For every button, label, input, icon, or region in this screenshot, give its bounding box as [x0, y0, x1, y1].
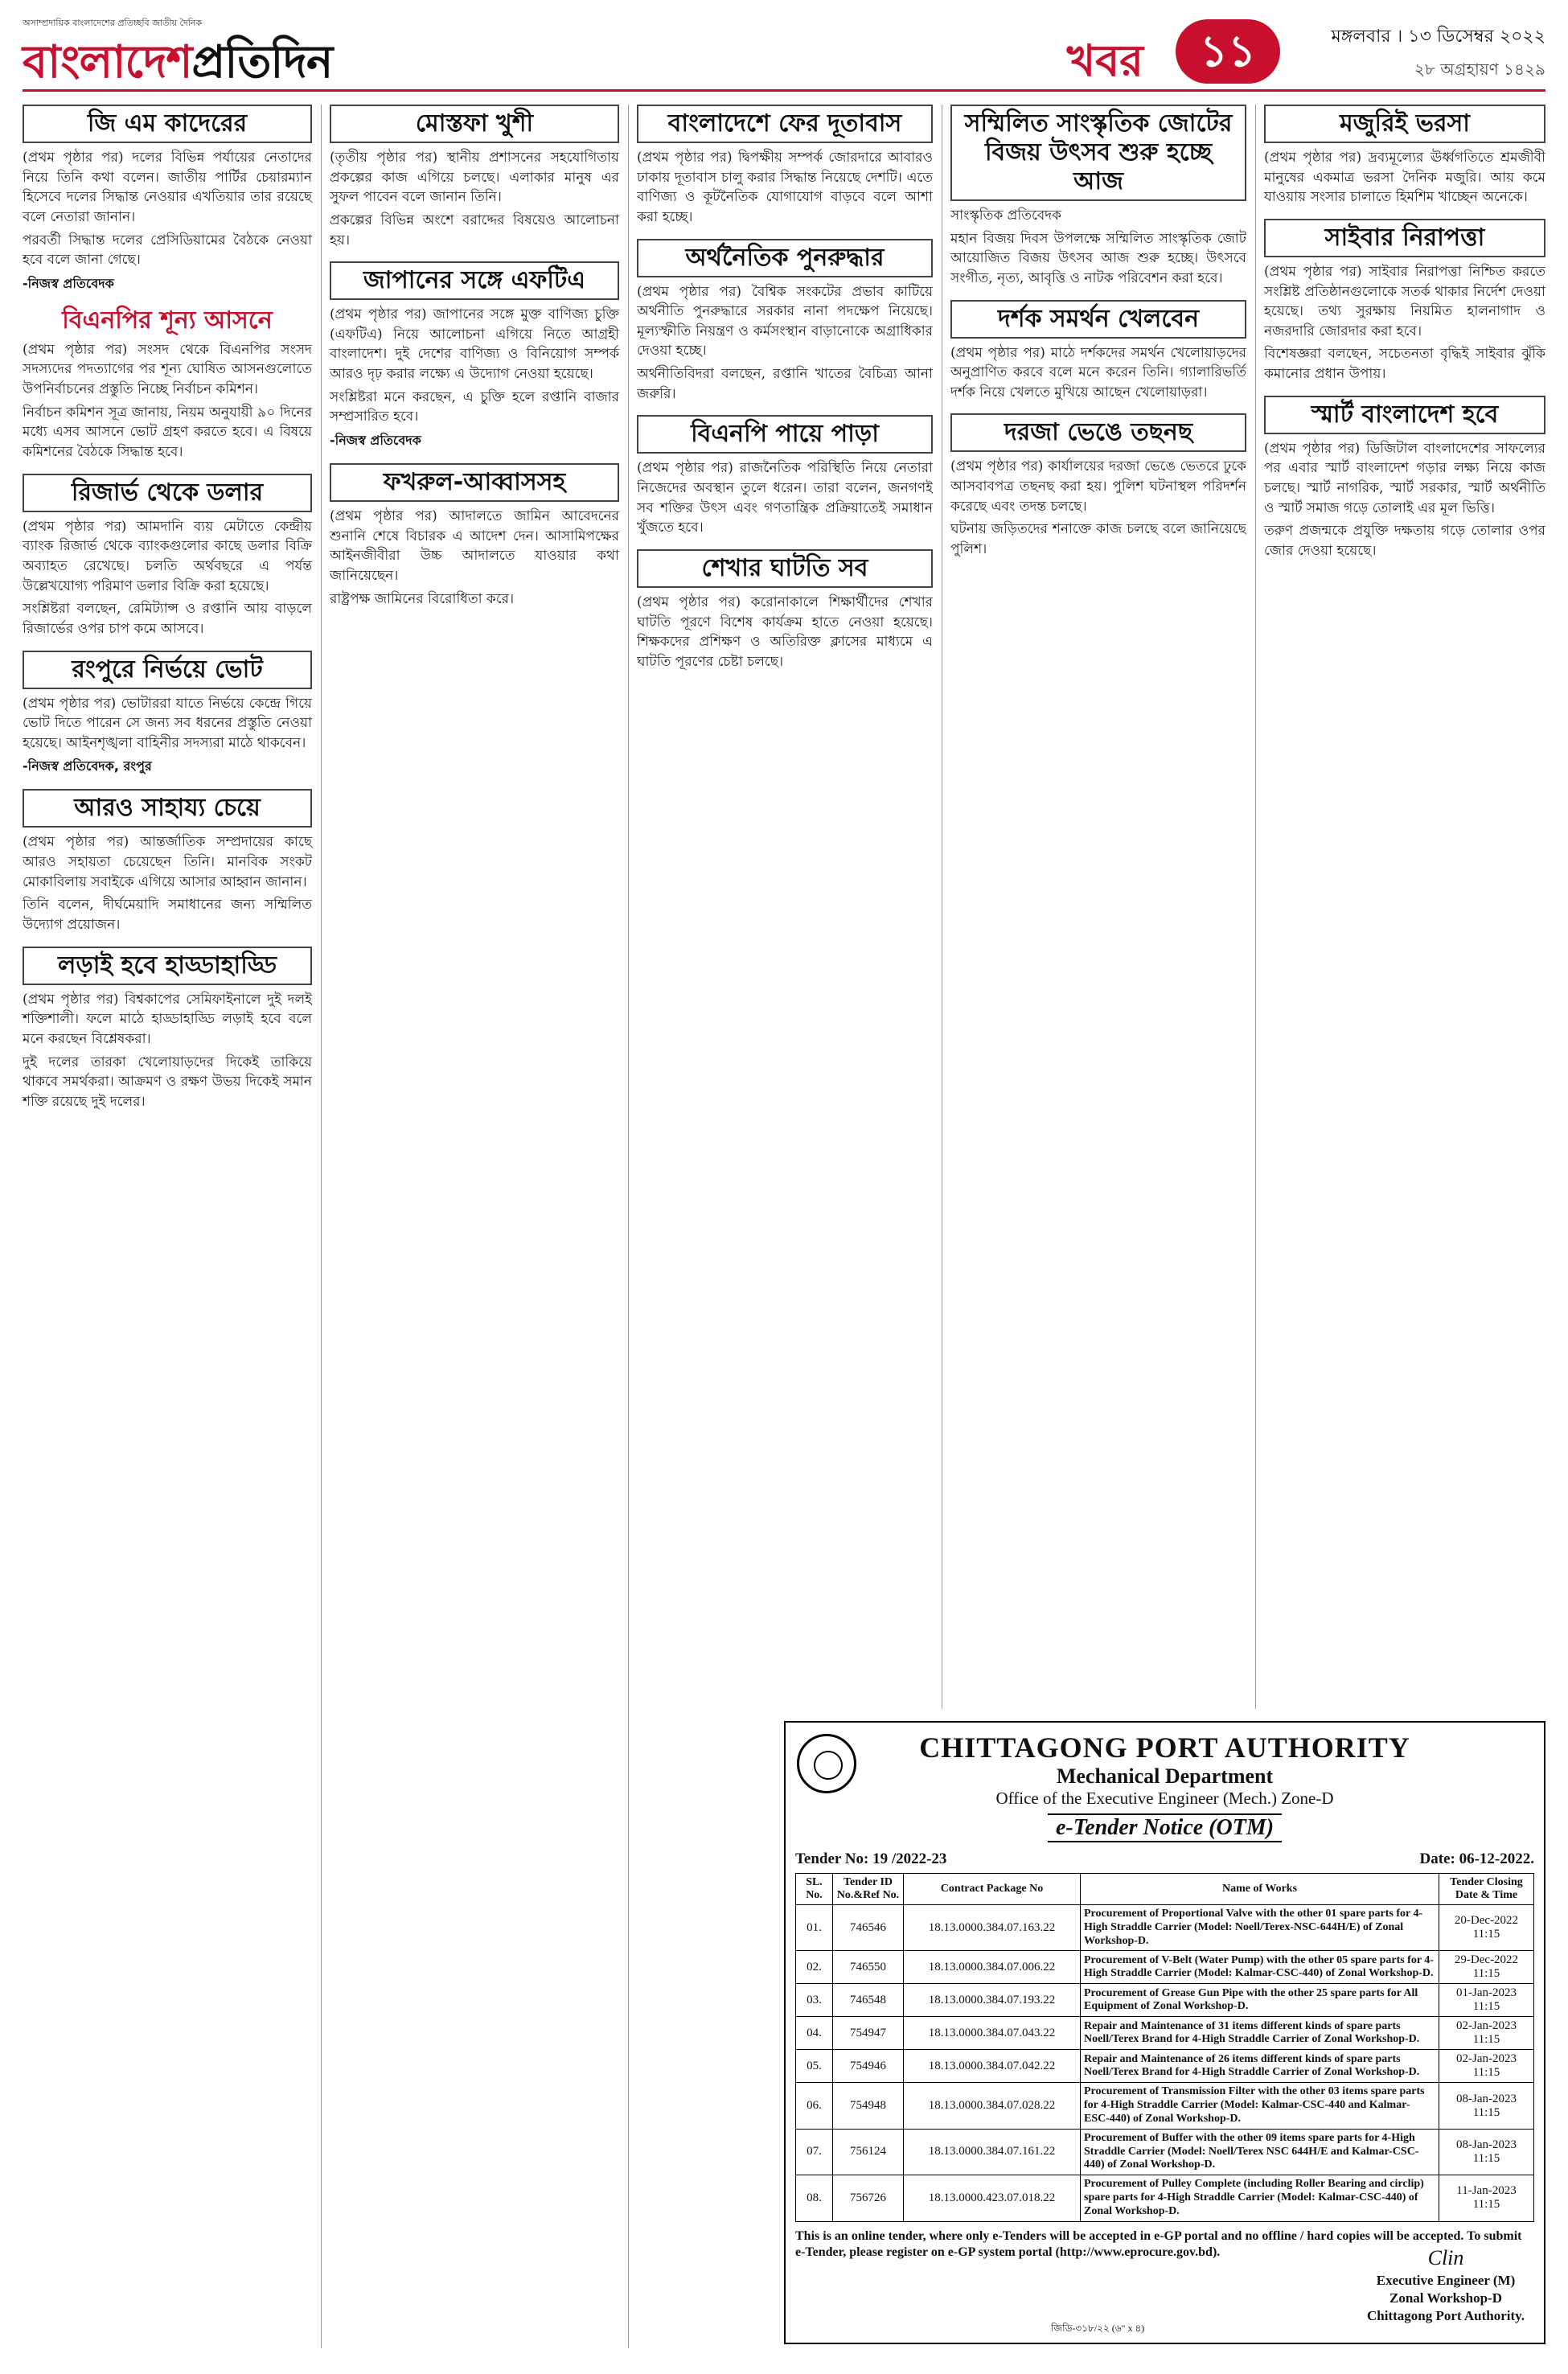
- cell-work: Procurement of V-Belt (Water Pump) with the other 05 spare parts for 4-High Straddle Carrier (Model: Kalmar-CSC-440) of Zonal Workshop-D.: [1081, 1951, 1439, 1984]
- article: [1264, 105, 1545, 207]
- th-package: Contract Package No: [904, 1874, 1081, 1905]
- cell-close: 02-Jan-2023 11:15: [1439, 2050, 1534, 2083]
- table-row: [796, 2050, 1534, 2083]
- th-sl: SL. No.: [796, 1874, 833, 1905]
- article-paragraph: রাষ্ট্রপক্ষ জামিনের বিরোধিতা করে।: [330, 590, 515, 607]
- cell-sl: 04.: [796, 2017, 833, 2050]
- article-paragraph: তরুণ প্রজন্মকে প্রযুক্তি দক্ষতায় গড়ে তোলার ওপর জোর দেওয়া হয়েছে।: [1264, 523, 1545, 559]
- article: [330, 261, 619, 452]
- table-row: [796, 2129, 1534, 2175]
- cell-close: 08-Jan-2023 11:15: [1439, 2129, 1534, 2175]
- cell-id: 756124: [833, 2129, 904, 2175]
- date-bengali: ২৮ অগ্রহায়ণ ১৪২৯: [1414, 60, 1545, 79]
- column-3: [637, 105, 933, 1713]
- cell-sl: 05.: [796, 2050, 833, 2083]
- article: [23, 947, 312, 1112]
- article: [23, 789, 312, 934]
- newspaper-logo[interactable]: [23, 27, 332, 103]
- cell-close: 29-Dec-2022 11:15: [1439, 1951, 1534, 1984]
- article: [637, 415, 933, 538]
- tender-notice: [784, 1721, 1545, 2344]
- article-headline[interactable]: মোস্তফা খুশী: [330, 105, 619, 143]
- article-paragraph: বিশেষজ্ঞরা বলছেন, সচেতনতা বৃদ্ধিই সাইবার ঝুঁকি কমানোর প্রধান উপায়।: [1264, 346, 1545, 383]
- article-paragraph: (প্রথম পৃষ্ঠার পর) বিশ্বকাপের সেমিফাইনালে দুই দলই শক্তিশালী। ফলে মাঠে হাড্ডাহাড্ডি লড়াই হবে বলে মনে করছেন বিশ্লেষকরা।: [23, 991, 312, 1047]
- article-paragraph: (প্রথম পৃষ্ঠার পর) কার্যালয়ের দরজা ভেঙে ভেতরে ঢুকে আসবাবপত্র তছনছ করা হয়। পুলিশ ঘটনাস্থল পরিদর্শন করেছে এবং তদন্ত চলছে।: [950, 458, 1246, 515]
- article-paragraph: (প্রথম পৃষ্ঠার পর) সাইবার নিরাপত্তা নিশ্চিত করতে সংশ্লিষ্ট প্রতিষ্ঠানগুলোকে সতর্ক থাকার নির্দেশ দেওয়া হয়েছে। তথ্য সুরক্ষায় নিয়মিত হালনাগাদ ও নজরদারি জোরদার করা হবে।: [1264, 263, 1545, 339]
- ad-reference: জিডি-৩১৮/২২ (৬" x ৪): [1051, 2323, 1145, 2334]
- article-headline[interactable]: ফখরুল-আব্বাসসহ: [330, 463, 619, 502]
- article-paragraph: (প্রথম পৃষ্ঠার পর) মাঠে দর্শকদের সমর্থন খেলোয়াড়দের অনুপ্রাণিত করবে বলে মনে করেন তিনি। গ্যালারিভর্তি দর্শক নিয়ে খেলতে মুখিয়ে আছেন খেলোয়াড়রা।: [950, 344, 1246, 400]
- column-4: [950, 105, 1246, 1713]
- article: [950, 413, 1246, 559]
- article: [950, 300, 1246, 403]
- article: [23, 474, 312, 639]
- cell-id: 746546: [833, 1905, 904, 1951]
- article-paragraph: (প্রথম পৃষ্ঠার পর) আন্তর্জাতিক সম্প্রদায়ের কাছে আরও সহায়তা চেয়েছেন তিনি। মানবিক সংকট মোকাবিলায় সবাইকে এগিয়ে আসার আহ্বান জানান।: [23, 834, 312, 890]
- tender-table: [795, 1873, 1534, 2222]
- table-row: [796, 1905, 1534, 1951]
- column-1: [23, 105, 312, 1123]
- tender-office: Office of the Executive Engineer (Mech.) Zone-D: [995, 1789, 1334, 1808]
- article-paragraph: (প্রথম পৃষ্ঠার পর) বৈশ্বিক সংকটের প্রভাব কাটিয়ে অর্থনীতি পুনরুদ্ধারে সরকার নানা পদক্ষেপ নিয়েছে। মূল্যস্ফীতি নিয়ন্ত্রণ ও কর্মসংস্থান বাড়ানোকে অগ্রাধিকার দেওয়া হচ্ছে।: [637, 283, 933, 359]
- article-paragraph: (তৃতীয় পৃষ্ঠার পর) স্থানীয় প্রশাসনের সহযোগিতায় প্রকল্পের কাজ এগিয়ে চলছে। এলাকার মানুষ এর সুফল পাবেন বলে জানান তিনি।: [330, 150, 619, 206]
- sign-office: Zonal Workshop-D: [1389, 2290, 1502, 2306]
- article: [637, 549, 933, 672]
- masthead-tagline: অসাম্প্রদায়িক বাংলাদেশের প্রতিচ্ছবি জাতীয় দৈনিক: [23, 18, 203, 28]
- article-paragraph: (প্রথম পৃষ্ঠার পর) দ্বিপক্ষীয় সম্পর্ক জোরদারে আবারও ঢাকায় দূতাবাস চালু করার সিদ্ধান্ত নিয়েছে দেশটি। এতে বাণিজ্য ও কূটনৈতিক যোগাযোগ বাড়বে বলে আশা করা হচ্ছে।: [637, 150, 933, 225]
- article: [330, 105, 619, 250]
- cell-work: Procurement of Grease Gun Pipe with the other 25 spare parts for All Equipment of Zonal Workshop-D.: [1081, 1984, 1439, 2017]
- section-name: খবর: [1066, 35, 1143, 86]
- logo-part1: বাংলাদেশ: [23, 36, 192, 88]
- article-headline[interactable]: দর্শক সমর্থন খেলবেন: [950, 300, 1246, 339]
- article-headline[interactable]: লড়াই হবে হাড্ডাহাড্ডি: [23, 947, 312, 985]
- th-closing: Tender Closing Date & Time: [1439, 1874, 1534, 1905]
- cell-work: Procurement of Buffer with the other 09 items spare parts for 4-High Straddle Carrier (Model: Noell/Terex NSC 644H/E and Kalmar-CSC-440) of Zonal Workshop-D.: [1081, 2129, 1439, 2175]
- cell-work: Repair and Maintenance of 31 items different kinds of spare parts Noell/Terex Brand for 4-High Straddle Carrier of Zonal Workshop-D.: [1081, 2017, 1439, 2050]
- cell-id: 746550: [833, 1951, 904, 1984]
- article-headline[interactable]: সাইবার নিরাপত্তা: [1264, 219, 1545, 257]
- article-headline[interactable]: শেখার ঘাটতি সব: [637, 549, 933, 588]
- article-headline[interactable]: স্মার্ট বাংলাদেশ হবে: [1264, 396, 1545, 434]
- article-paragraph: পরবর্তী সিদ্ধান্ত দলের প্রেসিডিয়ামের বৈঠকে নেওয়া হবে বলে জানা গেছে।: [23, 232, 312, 269]
- cell-close: 02-Jan-2023 11:15: [1439, 2017, 1534, 2050]
- article-paragraph: অর্থনীতিবিদরা বলছেন, রপ্তানি খাতের বৈচিত্র্য আনা জরুরি।: [637, 366, 933, 402]
- cell-pkg: 18.13.0000.384.07.043.22: [904, 2017, 1081, 2050]
- port-authority-seal-icon: [797, 1734, 856, 1793]
- tender-notice-title: e-Tender Notice (OTM): [1048, 1813, 1282, 1842]
- cell-pkg: 18.13.0000.423.07.018.22: [904, 2175, 1081, 2221]
- article: [1264, 219, 1545, 384]
- cell-work: Repair and Maintenance of 26 items different kinds of spare parts Noell/Terex Brand for 4-High Straddle Carrier of Zonal Workshop-D.: [1081, 2050, 1439, 2083]
- article-paragraph: দুই দলের তারকা খেলোয়াড়দের দিকেই তাকিয়ে থাকবে সমর্থকরা। আক্রমণ ও রক্ষণ উভয় দিকেই সমান শক্তি রয়েছে দুই দলের।: [23, 1054, 312, 1110]
- cell-pkg: 18.13.0000.384.07.163.22: [904, 1905, 1081, 1951]
- article-paragraph: সংশ্লিষ্টরা বলছেন, রেমিট্যান্স ও রপ্তানি আয় বাড়লে রিজার্ভের ওপর চাপ কমে আসবে।: [23, 601, 312, 637]
- logo-part2: প্রতিদিন: [191, 36, 333, 88]
- article-paragraph: (প্রথম পৃষ্ঠার পর) সংসদ থেকে বিএনপির সংসদ সদস্যদের পদত্যাগের পর শূন্য ঘোষিত আসনগুলোতে উপনির্বাচনের প্রস্তুতি নিচ্ছে নির্বাচন কমিশন।: [23, 341, 312, 398]
- article-paragraph: তিনি বলেন, দীর্ঘমেয়াদি সমাধানের জন্য সম্মিলিত উদ্যোগ প্রয়োজন।: [23, 897, 312, 934]
- article-paragraph: (প্রথম পৃষ্ঠার পর) ডিজিটাল বাংলাদেশের সাফল্যের পর এবার স্মার্ট বাংলাদেশ গড়ার লক্ষ্য নিয়ে কাজ চলছে। স্মার্ট নাগরিক, স্মার্ট সরকার, স্মার্ট অর্থনীতি ও স্মার্ট সমাজ গড়ে তোলাই এর মূল ভিত্তি।: [1264, 440, 1545, 516]
- cell-id: 754948: [833, 2083, 904, 2129]
- date-gregorian: মঙ্গলবার । ১৩ ডিসেম্বর ২০২২: [1331, 27, 1545, 47]
- cell-sl: 01.: [796, 1905, 833, 1951]
- article: [23, 105, 312, 295]
- article-headline[interactable]: বিএনপি পায়ে পাড়া: [637, 415, 933, 454]
- th-tender-id: Tender ID No.&Ref No.: [833, 1874, 904, 1905]
- article: [950, 105, 1246, 289]
- article: [23, 651, 312, 778]
- article-paragraph: (প্রথম পৃষ্ঠার পর) রাজনৈতিক পরিস্থিতি নিয়ে নেতারা নিজেদের অবস্থান তুলে ধরেন। তারা বলেন, জনগণই সব শক্তির উৎস এবং গণতান্ত্রিক প্রক্রিয়াতেই সমাধান খুঁজতে হবে।: [637, 460, 933, 536]
- table-row: [796, 1984, 1534, 2017]
- cell-sl: 03.: [796, 1984, 833, 2017]
- article-headline[interactable]: বিএনপির শূন্য আসনে: [62, 306, 273, 335]
- tender-date: Date: 06-12-2022.: [1419, 1850, 1534, 1867]
- cell-work: Procurement of Transmission Filter with the other 03 items spare parts for 4-High Straddle Carrier (Model: Kalmar-CSC-440 and Kalmar-ESC-440) of Zonal Workshop-D.: [1081, 2083, 1439, 2129]
- article-paragraph: মহান বিজয় দিবস উপলক্ষে সম্মিলিত সাংস্কৃতিক জোট আয়োজিত বিজয় উৎসব আজ শুরু হচ্ছে। উৎসবে সংগীত, নৃত্য, আবৃত্তি ও নাটক পরিবেশন করা হবে।: [950, 230, 1246, 286]
- cell-pkg: 18.13.0000.384.07.028.22: [904, 2083, 1081, 2129]
- article-byline: -নিজস্ব প্রতিবেদক: [330, 433, 421, 449]
- article: [23, 306, 312, 462]
- article-byline: -নিজস্ব প্রতিবেদক: [23, 275, 114, 291]
- table-row: [796, 2083, 1534, 2129]
- article-paragraph: প্রকল্পের বিভিন্ন অংশে বরাদ্দের বিষয়েও আলোচনা হয়।: [330, 212, 619, 248]
- column-2: [330, 105, 619, 620]
- cell-pkg: 18.13.0000.384.07.161.22: [904, 2129, 1081, 2175]
- article-paragraph: নির্বাচন কমিশন সূত্র জানায়, নিয়ম অনুযায়ী ৯০ দিনের মধ্যে এসব আসনে ভোট গ্রহণ করতে হবে। এ বিষয়ে কমিশনের বৈঠকে সিদ্ধান্ত হবে।: [23, 404, 312, 461]
- table-row: [796, 1951, 1534, 1984]
- table-row: [796, 2017, 1534, 2050]
- page-number-badge: ১১: [1176, 19, 1280, 84]
- table-row: [796, 2175, 1534, 2221]
- cell-pkg: 18.13.0000.384.07.193.22: [904, 1984, 1081, 2017]
- article-paragraph: সাংস্কৃতিক প্রতিবেদক: [950, 207, 1062, 224]
- column-5: [1264, 105, 1545, 1713]
- th-work-name: Name of Works: [1081, 1874, 1439, 1905]
- cell-close: 11-Jan-2023 11:15: [1439, 2175, 1534, 2221]
- article-headline[interactable]: রিজার্ভ থেকে ডলার: [23, 474, 312, 512]
- article-headline[interactable]: অর্থনৈতিক পুনরুদ্ধার: [637, 239, 933, 277]
- masthead: [23, 11, 1545, 92]
- article-paragraph: (প্রথম পৃষ্ঠার পর) জাপানের সঙ্গে মুক্ত বাণিজ্য চুক্তি (এফটিএ) নিয়ে আলোচনা এগিয়ে নিতে আগ্রহী বাংলাদেশ। দুই দেশের বাণিজ্য ও বিনিয়োগ সম্পর্ক আরও দৃঢ় করার লক্ষ্যে এ উদ্যোগ নেওয়া হয়েছে।: [330, 306, 619, 383]
- article: [637, 239, 933, 405]
- cell-close: 20-Dec-2022 11:15: [1439, 1905, 1534, 1951]
- tender-note: This is an online tender, where only e-Tenders will be accepted in e-GP portal and no offline / hard copies will be accepted. To submit e-Tender, please register on e-GP system portal (http://www.eprocure.gov.bd).: [795, 2228, 1522, 2260]
- article-headline[interactable]: জি এম কাদেরের: [23, 105, 312, 143]
- cell-sl: 07.: [796, 2129, 833, 2175]
- article: [1264, 396, 1545, 561]
- cell-sl: 08.: [796, 2175, 833, 2221]
- tender-organization: CHITTAGONG PORT AUTHORITY: [919, 1731, 1410, 1764]
- article-headline[interactable]: রংপুরে নির্ভয়ে ভোট: [23, 651, 312, 689]
- cell-id: 756726: [833, 2175, 904, 2221]
- article-paragraph: (প্রথম পৃষ্ঠার পর) দলের বিভিন্ন পর্যায়ের নেতাদের নিয়ে তিনি কথা বলেন। জাতীয় পার্টির চেয়ারম্যান হিসেবে দলের সিদ্ধান্ত নেওয়ার এখতিয়ার তার রয়েছে বলে নেতারা জানান।: [23, 150, 312, 225]
- cell-close: 01-Jan-2023 11:15: [1439, 1984, 1534, 2017]
- cell-close: 08-Jan-2023 11:15: [1439, 2083, 1534, 2129]
- article-headline[interactable]: সম্মিলিত সাংস্কৃতিক জোটের বিজয় উৎসব শুরু হচ্ছে আজ: [950, 105, 1246, 201]
- article-byline: -নিজস্ব প্রতিবেদক, রংপুর: [23, 758, 152, 774]
- article-paragraph: (প্রথম পৃষ্ঠার পর) দ্রব্যমূল্যের ঊর্ধ্বগতিতে শ্রমজীবী মানুষের একমাত্র ভরসা দৈনিক মজুরি। আয় কমে যাওয়ায় সংসার চালাতে হিমশিম খাচ্ছেন অনেকে।: [1264, 150, 1545, 206]
- cell-sl: 06.: [796, 2083, 833, 2129]
- sign-org: Chittagong Port Authority.: [1367, 2307, 1525, 2323]
- article-headline[interactable]: আরও সাহায্য চেয়ে: [23, 789, 312, 828]
- cell-id: 754946: [833, 2050, 904, 2083]
- cell-pkg: 18.13.0000.384.07.006.22: [904, 1951, 1081, 1984]
- cell-work: Procurement of Proportional Valve with the other 01 spare parts for 4-High Straddle Carrier (Model: Noell/Terex-NSC-644H/E) of Zonal Workshop-D.: [1081, 1905, 1439, 1951]
- article-paragraph: সংশ্লিষ্টরা মনে করছেন, এ চুক্তি হলে রপ্তানি বাজার সম্প্রসারিত হবে।: [330, 388, 619, 425]
- tender-signatory: [1367, 2245, 1525, 2325]
- cell-id: 746548: [833, 1984, 904, 2017]
- article-paragraph: (প্রথম পৃষ্ঠার পর) আদালতে জামিন আবেদনের শুনানি শেষে বিচারক এ আদেশ দেন। আসামিপক্ষের আইনজীবীরা উচ্চ আদালতে যাওয়ার কথা জানিয়েছেন।: [330, 508, 619, 584]
- article-paragraph: ঘটনায় জড়িতদের শনাক্তে কাজ চলছে বলে জানিয়েছে পুলিশ।: [950, 521, 1246, 558]
- article-headline[interactable]: জাপানের সঙ্গে এফটিএ: [330, 261, 619, 300]
- article-paragraph: (প্রথম পৃষ্ঠার পর) আমদানি ব্যয় মেটাতে কেন্দ্রীয় ব্যাংক রিজার্ভ থেকে ব্যাংকগুলোর কাছে ডলার বিক্রি অব্যাহত রেখেছে। চলতি অর্থবছরে এ পর্যন্ত উল্লেখযোগ্য পরিমাণ ডলার বিক্রি করা হয়েছে।: [23, 518, 312, 594]
- cell-sl: 02.: [796, 1951, 833, 1984]
- signature: Clin: [1427, 2245, 1464, 2269]
- cell-work: Procurement of Pulley Complete (including Roller Bearing and circlip) spare parts for 4-High Straddle Carrier (Model: Kalmar-CSC-440) of Zonal Workshop-D.: [1081, 2175, 1439, 2221]
- article-paragraph: (প্রথম পৃষ্ঠার পর) ভোটাররা যাতে নির্ভয়ে কেন্দ্রে গিয়ে ভোট দিতে পারেন সে জন্য সব ধরনের প্রস্তুতি নেওয়া হয়েছে। আইনশৃঙ্খলা বাহিনীর সদস্যরা মাঠে থাকবেন।: [23, 695, 312, 751]
- article-headline[interactable]: বাংলাদেশে ফের দূতাবাস: [637, 105, 933, 143]
- sign-title: Executive Engineer (M): [1376, 2272, 1516, 2288]
- article-headline[interactable]: মজুরিই ভরসা: [1264, 105, 1545, 143]
- article: [330, 463, 619, 609]
- tender-department: Mechanical Department: [1056, 1764, 1274, 1788]
- article: [637, 105, 933, 228]
- tender-number: Tender No: 19 /2022-23: [795, 1850, 947, 1867]
- cell-id: 754947: [833, 2017, 904, 2050]
- cell-pkg: 18.13.0000.384.07.042.22: [904, 2050, 1081, 2083]
- article-headline[interactable]: দরজা ভেঙে তছনছ: [950, 413, 1246, 452]
- article-paragraph: (প্রথম পৃষ্ঠার পর) করোনাকালে শিক্ষার্থীদের শেখার ঘাটতি পূরণে বিশেষ কার্যক্রম হাতে নেওয়া হয়েছে। শিক্ষকদের প্রশিক্ষণ ও অতিরিক্ত ক্লাসের মাধ্যমে এ ঘাটতি পূরণের চেষ্টা চলছে।: [637, 594, 933, 670]
